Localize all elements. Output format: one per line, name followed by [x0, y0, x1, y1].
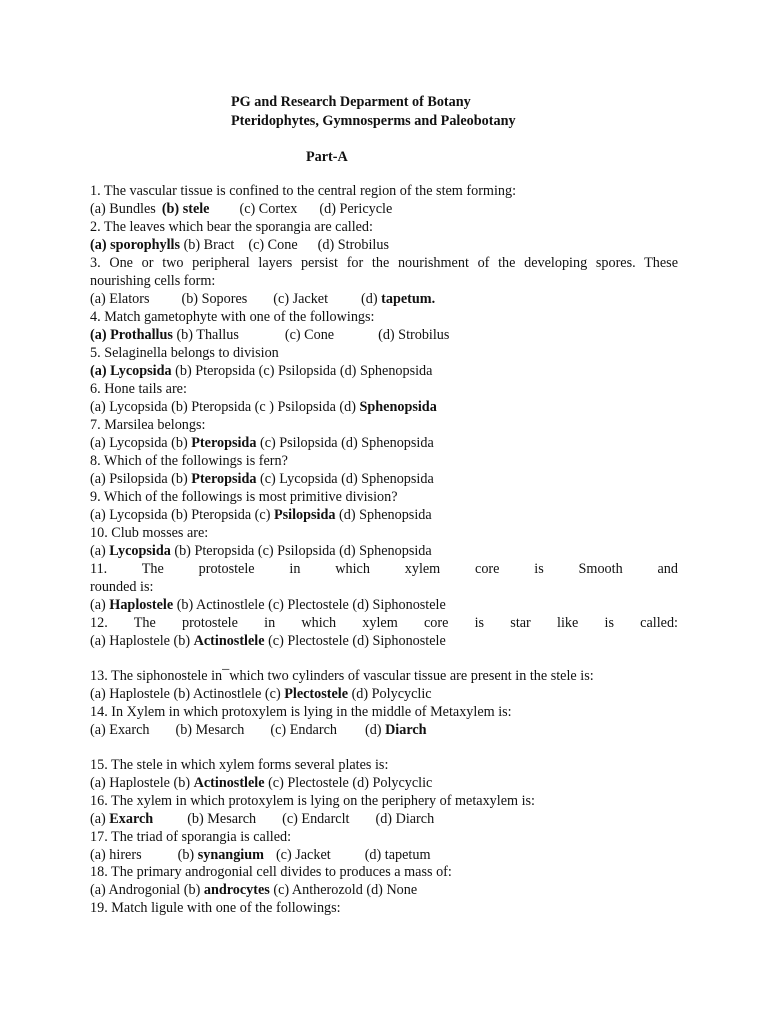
- option-d: (d): [364, 722, 382, 738]
- part-heading: Part-A: [306, 149, 348, 165]
- question-8-options: [90, 470, 678, 488]
- department-title: PG and Research Deparment of Botany: [231, 94, 471, 110]
- option-d: (d) Strobilus: [317, 237, 389, 253]
- question-3-line-2: nourishing cells form:: [90, 273, 216, 289]
- option-c: (c) Endarclt: [282, 811, 350, 827]
- question-1: 1. The vascular tissue is confined to the central region of the stem forming:: [90, 183, 517, 199]
- question-7: 7. Marsilea belongs:: [90, 417, 206, 433]
- question-4-options: [90, 326, 678, 344]
- other-options: (a): [90, 543, 110, 559]
- option-d: (d) Strobilus: [378, 327, 450, 343]
- answer-option: Plectostele: [284, 686, 349, 702]
- other-options: (c) Plectostele (d) Siphonostele: [264, 633, 446, 649]
- course-title: Pteridophytes, Gymnosperms and Paleobotany: [231, 113, 516, 129]
- answer-option: (a) Prothallus: [90, 327, 173, 343]
- answer-option: synangium: [197, 847, 264, 863]
- option-a: (a): [90, 811, 106, 827]
- question-9-options: [90, 506, 678, 524]
- option-a: (a) Bundles: [90, 201, 156, 217]
- answer-option: Pteropsida: [191, 435, 257, 451]
- question-4: 4. Match gametophyte with one of the followings:: [90, 309, 375, 325]
- other-options: (c) Plectostele (d) Polycyclic: [264, 775, 433, 791]
- question-2-options: [90, 236, 678, 254]
- question-18-options: [90, 881, 678, 899]
- question-3-options: [90, 290, 678, 308]
- option-c: (c) Cortex: [239, 201, 298, 217]
- other-options: (c) Lycopsida (d) Sphenopsida: [256, 471, 434, 487]
- answer-option: Sphenopsida: [359, 399, 437, 415]
- question-7-options: [90, 434, 678, 452]
- other-options: (a) Androgonial (b): [90, 882, 204, 898]
- option-c: (c) Endarch: [270, 722, 337, 738]
- option-a: (a) Elators: [90, 291, 150, 307]
- option-c: (c) Cone: [248, 237, 298, 253]
- option-c: (c) Jacket: [275, 847, 331, 863]
- answer-option: Haplostele: [109, 597, 174, 613]
- option-b: (b) Mesarch: [175, 722, 245, 738]
- question-6: 6. Hone tails are:: [90, 381, 187, 397]
- other-options: (a) Lycopsida (b) Pteropsida (c): [90, 507, 274, 523]
- answer-option: Exarch: [109, 811, 154, 827]
- question-18: 18. The primary androgonial cell divides to produces a mass of:: [90, 864, 452, 880]
- other-options: (a) Lycopsida (b) Pteropsida (c ) Psilopsida (d): [90, 399, 360, 415]
- option-a: (a) Exarch: [90, 722, 150, 738]
- answer-option: tapetum.: [381, 291, 436, 307]
- question-16-options: [90, 810, 678, 828]
- question-3-line-1: 3. One or two peripheral layers persist for the nourishment of the developing spores. These: [90, 255, 678, 271]
- other-options: (a) Haplostele (b): [90, 775, 194, 791]
- answer-option: (b) stele: [161, 201, 210, 217]
- question-10: 10. Club mosses are:: [90, 525, 209, 541]
- option-b: (b) Mesarch: [187, 811, 257, 827]
- other-options: (c) Antherozold (d) None: [269, 882, 418, 898]
- other-options: (a) Haplostele (b) Actinostlele (c): [90, 686, 285, 702]
- question-17: 17. The triad of sporangia is called:: [90, 829, 292, 845]
- option-d: (d) Pericycle: [319, 201, 393, 217]
- question-9: 9. Which of the followings is most primitive division?: [90, 489, 398, 505]
- other-options: (b) Pteropsida (c) Psilopsida (d) Sphenopsida: [171, 363, 433, 379]
- other-options: (a) Psilopsida (b): [90, 471, 192, 487]
- question-5-options: [90, 362, 678, 380]
- answer-option: Diarch: [385, 722, 427, 738]
- option-d: (d) Diarch: [375, 811, 435, 827]
- question-19: 19. Match ligule with one of the followings:: [90, 900, 341, 916]
- question-17-options: [90, 846, 678, 864]
- question-11-options: [90, 596, 678, 614]
- question-11-line-2: rounded is:: [90, 579, 154, 595]
- option-d: (d): [361, 291, 378, 307]
- question-10-options: [90, 542, 678, 560]
- option-c: (c) Cone: [284, 327, 335, 343]
- question-1-options: [90, 200, 678, 218]
- answer-option: Actinostlele: [193, 633, 265, 649]
- answer-option: Psilopsida: [273, 507, 336, 523]
- option-b: (b): [177, 847, 195, 863]
- other-options: (d) Polycyclic: [348, 686, 432, 702]
- question-8: 8. Which of the followings is fern?: [90, 453, 288, 469]
- option-b: (b) Sopores: [181, 291, 248, 307]
- other-options: (b) Pteropsida (c) Psilopsida (d) Sphenopsida: [170, 543, 432, 559]
- answer-option: androcytes: [203, 882, 270, 898]
- option-b: (b) Bract: [183, 237, 235, 253]
- other-options: (a) Haplostele (b): [90, 633, 194, 649]
- question-13: 13. The siphonostele in¯which two cylinders of vascular tissue are present in the stele is:: [90, 668, 594, 684]
- answer-option: Lycopsida: [109, 543, 171, 559]
- question-14-options: [90, 721, 678, 739]
- option-d: (d) tapetum: [364, 847, 431, 863]
- question-13-options: [90, 685, 678, 703]
- option-c: (c) Jacket: [273, 291, 329, 307]
- question-15: 15. The stele in which xylem forms several plates is:: [90, 757, 389, 773]
- answer-option: Actinostlele: [193, 775, 265, 791]
- other-options: (a): [90, 597, 110, 613]
- question-14: 14. In Xylem in which protoxylem is lying in the middle of Metaxylem is:: [90, 704, 512, 720]
- other-options: (a) Lycopsida (b): [90, 435, 192, 451]
- question-16: 16. The xylem in which protoxylem is lying on the periphery of metaxylem is:: [90, 793, 535, 809]
- question-15-options: [90, 774, 678, 792]
- other-options: (b) Actinostlele (c) Plectostele (d) Siphonostele: [173, 597, 446, 613]
- answer-option: Pteropsida: [191, 471, 257, 487]
- option-a: (a) hirers: [90, 847, 142, 863]
- question-11-line-1: 11. The protostele in which xylem core is Smooth and: [90, 561, 678, 577]
- question-5: 5. Selaginella belongs to division: [90, 345, 279, 361]
- other-options: (c) Psilopsida (d) Sphenopsida: [256, 435, 434, 451]
- option-b: (b) Thallus: [176, 327, 239, 343]
- question-12: 12. The protostele in which xylem core is star like is called:: [90, 615, 678, 631]
- answer-option: (a) sporophylls: [90, 237, 181, 253]
- answer-option: (a) Lycopsida: [90, 363, 172, 379]
- question-6-options: [90, 398, 678, 416]
- question-12-options: [90, 632, 678, 650]
- other-options: (d) Sphenopsida: [335, 507, 432, 523]
- question-2: 2. The leaves which bear the sporangia are called:: [90, 219, 373, 235]
